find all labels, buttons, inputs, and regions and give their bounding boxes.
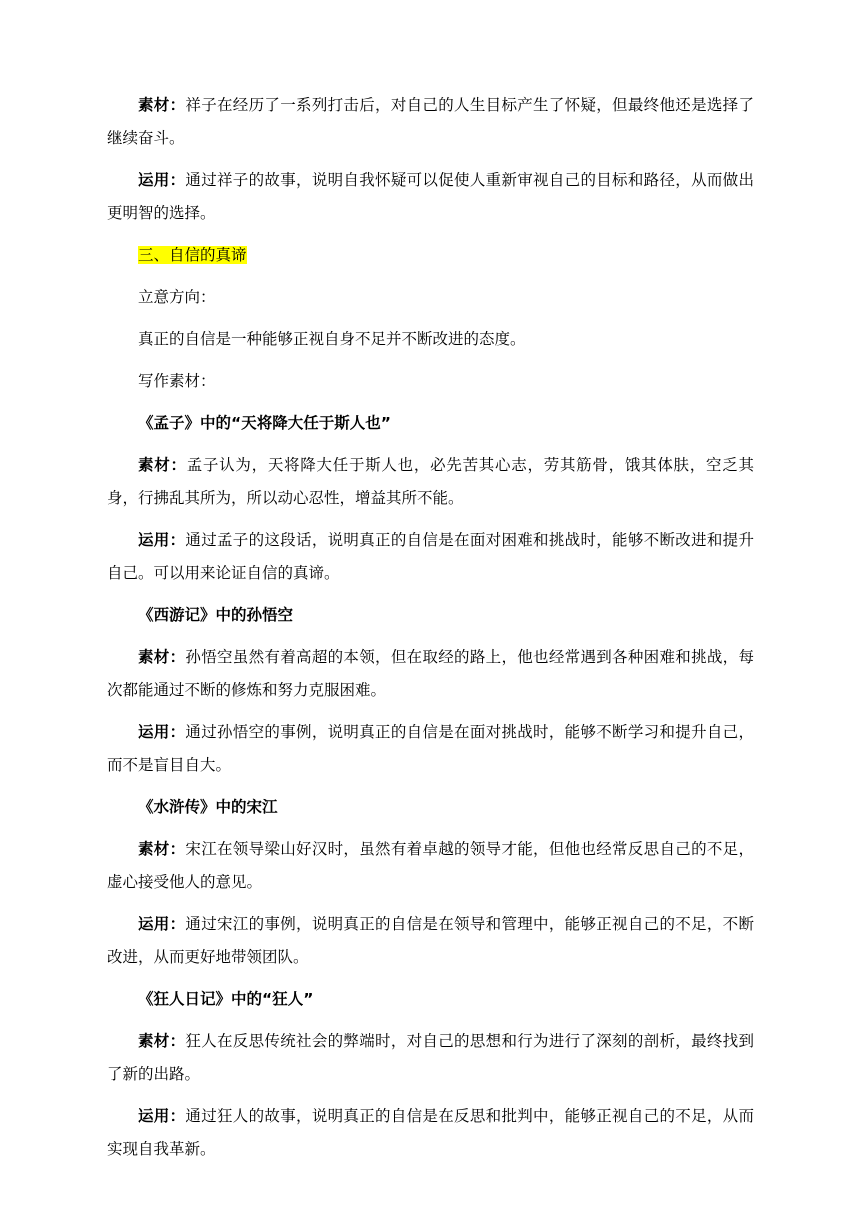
material-paragraph bbox=[107, 89, 754, 155]
material-paragraph bbox=[107, 833, 754, 899]
section-heading bbox=[107, 239, 754, 272]
usage-text: 通过孟子的这段话，说明真正的自信是在面对困难和挑战时，能够不断改进和提升自己。可以用来论证自信的真谛。 bbox=[107, 531, 754, 582]
section-heading-highlight: 三、自信的真谛 bbox=[138, 246, 247, 264]
material-paragraph bbox=[107, 449, 754, 515]
intent-text-paragraph: 真正的自信是一种能够正视自身不足并不断改进的态度。 bbox=[138, 330, 526, 348]
material-label: 素材： bbox=[138, 1032, 186, 1050]
usage-paragraph bbox=[107, 524, 754, 590]
example-title: 《西游记》中的孙悟空 bbox=[138, 606, 294, 624]
material-text: 孟子认为，天将降大任于斯人也，必先苦其心志，劳其筋骨，饿其体肤，空乏其身，行拂乱其所为，所以动心忍性，增益其所不能。 bbox=[107, 456, 754, 507]
writing-material-label-paragraph: 写作素材： bbox=[138, 372, 216, 390]
usage-text: 通过祥子的故事，说明自我怀疑可以促使人重新审视自己的目标和路径，从而做出更明智的选择。 bbox=[107, 171, 754, 222]
usage-label: 运用： bbox=[138, 171, 186, 189]
material-paragraph bbox=[107, 1025, 754, 1091]
material-paragraph bbox=[107, 641, 754, 707]
material-label: 素材： bbox=[138, 96, 186, 114]
material-label: 素材： bbox=[138, 648, 186, 666]
usage-text: 通过宋江的事例，说明真正的自信是在领导和管理中，能够正视自己的不足，不断改进，从而更好地带领团队。 bbox=[107, 915, 754, 966]
example-title: 《水浒传》中的宋江 bbox=[138, 798, 278, 816]
usage-label: 运用： bbox=[138, 915, 186, 933]
usage-text: 通过狂人的故事，说明真正的自信是在反思和批判中，能够正视自己的不足，从而实现自我革新。 bbox=[107, 1107, 754, 1158]
material-text: 狂人在反思传统社会的弊端时，对自己的思想和行为进行了深刻的剖析，最终找到了新的出路。 bbox=[107, 1032, 754, 1083]
usage-label: 运用： bbox=[138, 1107, 186, 1125]
material-label: 素材： bbox=[138, 456, 187, 474]
usage-paragraph bbox=[107, 908, 754, 974]
example-title: 《狂人日记》中的“狂人” bbox=[138, 990, 314, 1008]
material-text: 孙悟空虽然有着高超的本领，但在取经的路上，他也经常遇到各种困难和挑战，每次都能通过不断的修炼和努力克服困难。 bbox=[107, 648, 754, 699]
usage-paragraph bbox=[107, 1100, 754, 1166]
usage-label: 运用： bbox=[138, 723, 186, 741]
usage-paragraph bbox=[107, 164, 754, 230]
material-text: 祥子在经历了一系列打击后，对自己的人生目标产生了怀疑，但最终他还是选择了继续奋斗。 bbox=[107, 96, 754, 147]
usage-label: 运用： bbox=[138, 531, 186, 549]
material-text: 宋江在领导梁山好汉时，虽然有着卓越的领导才能，但他也经常反思自己的不足，虚心接受他人的意见。 bbox=[107, 840, 754, 891]
usage-paragraph bbox=[107, 716, 754, 782]
intent-label-paragraph: 立意方向： bbox=[138, 288, 216, 306]
material-label: 素材： bbox=[138, 840, 186, 858]
example-title: 《孟子》中的“天将降大任于斯人也” bbox=[138, 414, 391, 432]
usage-text: 通过孙悟空的事例，说明真正的自信是在面对挑战时，能够不断学习和提升自己，而不是盲目自大。 bbox=[107, 723, 754, 774]
document-page bbox=[107, 89, 754, 1175]
